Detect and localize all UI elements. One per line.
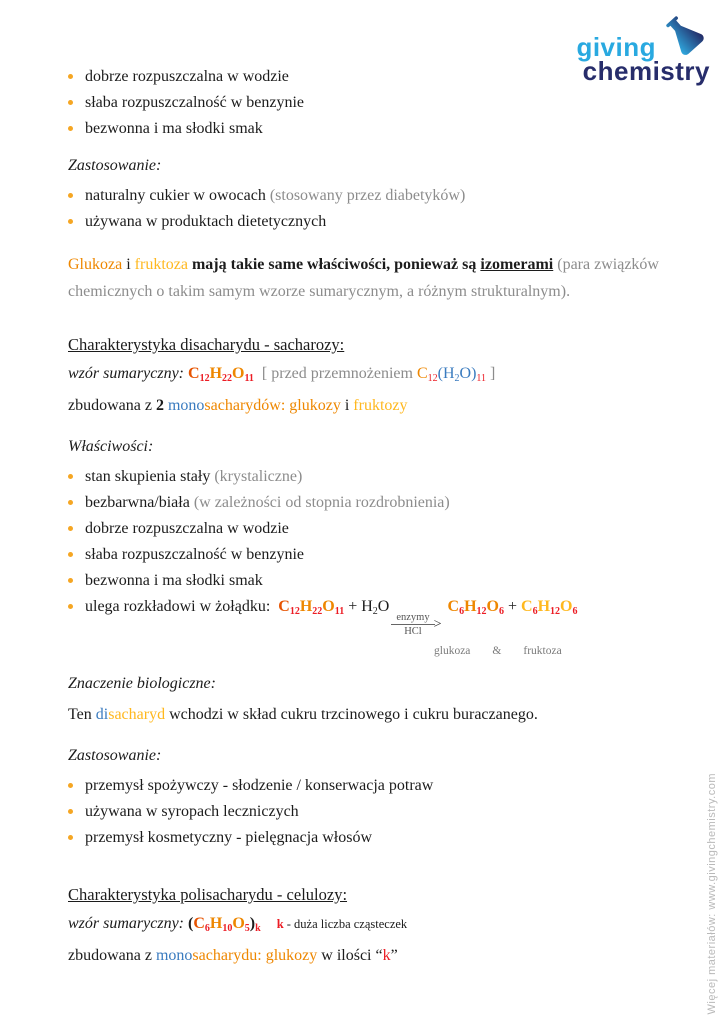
text-run: słaba rozpuszczalność w benzynie [85,546,305,563]
text-run: 6 [532,606,538,617]
text-run: + [503,598,521,615]
text-run: 11 [244,373,254,384]
text-run: 12 [550,606,561,617]
text-run: Ten [68,706,96,723]
logo-word-chemistry: chemistry [582,56,710,86]
text-run: bezwonna i ma słodki smak [85,572,263,589]
text-run: 11 [476,373,487,384]
list-item [68,572,676,590]
text-run: 2 [454,373,460,384]
list-item-text [85,803,299,820]
text-run: ] [486,365,496,382]
properties-list-top [68,68,676,138]
text-run: i [122,256,135,273]
bullet-icon [68,604,73,609]
text-run: : [257,947,262,964]
bullet-icon [68,474,73,479]
text-run: zbudowana z [68,947,156,964]
wlasciwosci-list [68,468,676,637]
reaction-catalyst-top: enzymy [391,612,434,625]
bullet-icon [68,193,73,198]
text-run: H [209,915,223,932]
text-run: C [416,365,428,382]
text-run: O [232,365,245,382]
text-run: (krystaliczne) [214,468,303,485]
text-run: + H [344,598,373,615]
list-item [68,520,676,538]
text-run: 12 [289,606,300,617]
text-run: używana w produktach dietetycznych [85,213,327,230]
reaction-prefix [85,598,389,615]
text-run: 6 [204,923,210,934]
list-item [68,120,676,138]
text-run: mono [167,397,205,414]
text-run: 5 [244,923,250,934]
znaczenie-paragraph [68,705,676,724]
bullet-icon [68,809,73,814]
bullet-icon [68,126,73,131]
list-item [68,777,676,795]
text-run: 6 [459,606,465,617]
celuloza-formula-line [68,914,676,938]
text-run: glukozy [289,397,341,414]
text-run: 6 [572,606,578,617]
text-run: ulega rozkładowi w żołądku: [85,598,279,615]
section-heading-wlasciwosci: Właściwości: [68,438,154,455]
zastosowanie-list-1 [68,187,676,231]
text-run: glukozy [265,947,318,964]
celuloza-composition-line [68,946,676,965]
text-run: mają takie same właściwości, ponieważ są [187,256,481,273]
text-run: (w zależności od stopnia rozdrobnienia) [193,494,450,511]
reaction-list-item [68,598,676,637]
list-item [68,213,676,231]
section-heading-zastosowanie-1: Zastosowanie: [68,157,162,174]
text-run: 11 [334,606,345,617]
list-item [68,187,676,205]
list-item [68,68,676,86]
text-run: [ przed przemnożeniem [253,365,417,382]
watermark-url: Więcej materiałów: www.givingchemistry.com [706,772,718,1014]
text-run: C [521,598,533,615]
text-run: C [188,365,200,382]
text-run: 2 [372,606,378,617]
text-run: H [209,365,223,382]
text-run: 6 [498,606,504,617]
list-item-text [85,187,465,204]
text-run: słaba rozpuszczalność w benzynie [85,94,305,111]
list-item-text [85,829,372,846]
text-run: : [280,397,286,414]
text-run: k [255,923,261,934]
section-heading-znaczenie: Znaczenie biologiczne: [68,675,216,692]
list-item [68,803,676,821]
reaction-product-labels [434,645,676,658]
logo-row [550,14,710,62]
text-run: di [95,706,109,723]
sacharoza-formula-line [68,364,676,388]
list-item [68,829,676,847]
text-run: k [276,917,284,931]
text-run: bezbarwna/biała [85,494,194,511]
text-run: dobrze rozpuszczalna w wodzie [85,68,289,85]
list-item-text [85,120,263,137]
bullet-icon [68,835,73,840]
zastosowanie-list-2 [68,777,676,847]
section-heading-zastosowanie-2: Zastosowanie: [68,747,162,764]
list-item [68,546,676,564]
list-item [68,468,676,486]
text-run: H [464,598,477,615]
text-run: sacharydów [204,397,281,414]
text-run: O [486,598,499,615]
text-run: (stosowany przez diabetyków) [269,187,466,204]
reaction-products [444,598,578,615]
text-run: fruktozy [353,397,408,414]
text-run: fruktoza [134,256,188,273]
logo-word-giving: giving [576,32,656,62]
text-run: dobrze rozpuszczalna w wodzie [85,520,289,537]
text-run: 12 [476,606,487,617]
text-run: O [459,365,472,382]
list-item-text [85,68,289,85]
text-run: (para związków chemicznych o takim samym wzorze sumarycznym, a różnym strukturalnym). [68,256,659,300]
text-run: O [377,598,390,615]
text-run: H [299,598,313,615]
text-run: mono [155,947,193,964]
product-label-fructose: fruktoza [523,645,562,657]
text-run: 12 [199,373,210,384]
list-item-text [85,572,263,589]
text-run: wzór sumaryczny: [68,365,188,382]
bullet-icon [68,552,73,557]
text-run: ) [471,365,477,382]
list-item [68,494,676,512]
bullet-icon [68,526,73,531]
text-run: C [193,915,205,932]
text-run: zbudowana z [68,397,156,414]
text-run: 22 [222,373,233,384]
bullet-icon [68,783,73,788]
text-run: O [322,598,335,615]
text-run: ” [390,947,398,964]
list-item-text [85,468,302,485]
bullet-icon [68,74,73,79]
text-run [261,915,277,932]
text-run: 2 [155,397,164,414]
document-content [68,68,676,973]
text-run: sacharyd [108,706,166,723]
bullet-icon [68,219,73,224]
text-run: wchodzi w skład cukru trzcinowego i cukru buraczanego. [165,706,538,723]
text-run: izomerami [480,256,554,273]
text-run: i [340,397,354,414]
text-run: H [442,365,455,382]
reaction-catalyst-bottom: HCl [404,626,422,637]
reaction-arrow [391,612,441,637]
isomers-paragraph [68,251,668,305]
list-item [68,94,676,112]
text-run: O [560,598,573,615]
text-run: bezwonna i ma słodki smak [85,120,263,137]
sacharoza-composition-line [68,396,676,415]
flask-icon [658,14,710,56]
list-item-text [85,494,450,511]
text-run: ) [249,915,256,932]
text-run: naturalny cukier w owocach [85,187,270,204]
text-run: C [278,598,290,615]
text-run: ( [188,915,194,932]
text-run: C [447,598,460,615]
bullet-icon [68,578,73,583]
product-label-glucose: glukoza [434,645,471,657]
text-run: - duża liczba cząsteczek [283,917,408,931]
text-run: k [382,947,391,964]
list-item-text [85,777,433,794]
text-run: H [537,598,551,615]
list-item-text [85,213,326,230]
reaction-conditions [391,612,434,637]
text-run: 12 [427,373,438,384]
text-run: stan skupienia stały [85,468,215,485]
text-run: ( [437,365,443,382]
text-run: przemysł spożywczy - słodzenie / konserwacja potraw [85,777,434,794]
text-run: 10 [222,923,233,934]
bullet-icon [68,100,73,105]
list-item-text [85,546,304,563]
text-run: używana w syropach leczniczych [85,803,299,820]
arrow-head-icon: > [433,616,442,632]
product-label-ampersand: & [492,645,502,657]
section-heading-celuloza: Charakterystyka polisacharydu - celulozy: [68,885,348,904]
text-run: O [232,915,245,932]
text-run: sacharydu [192,947,258,964]
text-run: w ilości “ [317,947,383,964]
text-run: przemysł kosmetyczny - pielęgnacja włosów [85,829,373,846]
list-item-text [85,94,304,111]
list-item-text [85,520,289,537]
bullet-icon [68,500,73,505]
section-heading-sacharoza: Charakterystyka disacharydu - sacharozy: [68,335,345,354]
text-run: 22 [312,606,323,617]
text-run: wzór sumaryczny: [68,915,188,932]
text-run: Glukoza [68,256,123,273]
